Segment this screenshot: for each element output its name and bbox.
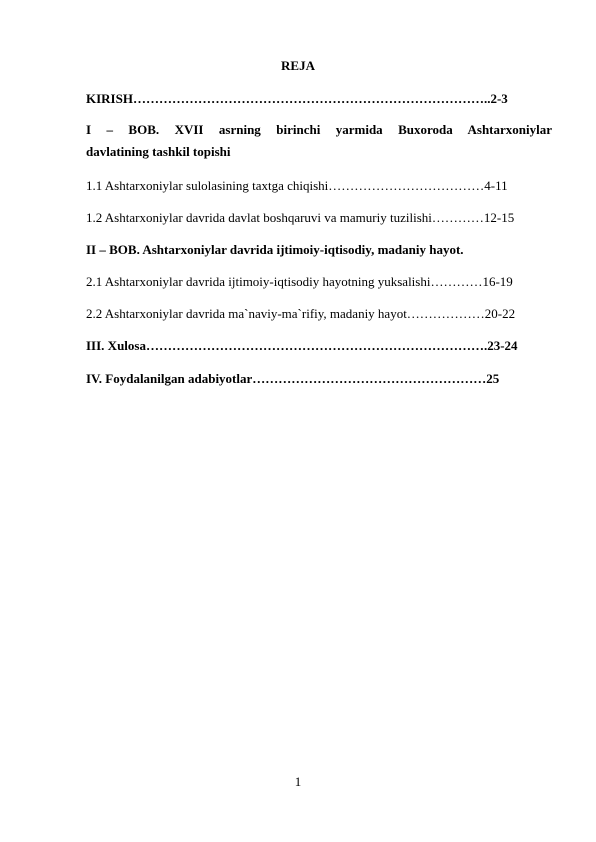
toc-entry-chapter-2: II – BOB. Ashtarxoniylar davrida ijtimoiy-iqtisodiy, madaniy hayot. bbox=[86, 242, 464, 257]
toc-entry-2-2: 2.2 Ashtarxoniylar davrida ma`naviy-ma`rifiy, madaniy hayot………………20-22 bbox=[86, 306, 516, 321]
toc-entry-adabiyotlar: IV. Foydalanilgan adabiyotlar………………………………………………25 bbox=[86, 371, 500, 386]
toc-entry-chapter-1 bbox=[86, 119, 552, 163]
page-number: 1 bbox=[294, 774, 302, 789]
toc-entry-2-1: 2.1 Ashtarxoniylar davrida ijtimoiy-iqtisodiy hayotning yuksalishi…………16-19 bbox=[86, 274, 513, 289]
toc-entry-1-2: 1.2 Ashtarxoniylar davrida davlat boshqaruvi va mamuriy tuzilishi…………12-15 bbox=[86, 210, 515, 225]
page-title: REJA bbox=[281, 58, 315, 73]
toc-entry-xulosa: III. Xulosa…………………………………………………………………….23-24 bbox=[86, 338, 518, 353]
toc-entry-chapter-1-line-1: I – BOB. XVII asrning birinchi yarmida Buxoroda Ashtarxoniylar bbox=[86, 122, 552, 137]
toc-entry-1-1: 1.1 Ashtarxoniylar sulolasining taxtga chiqishi………………………………4-11 bbox=[86, 178, 508, 193]
toc-entry-kirish: KIRISH………………………………………………………………………..2-3 bbox=[86, 91, 508, 106]
toc-entry-chapter-1-line-2: davlatining tashkil topishi bbox=[86, 144, 231, 159]
